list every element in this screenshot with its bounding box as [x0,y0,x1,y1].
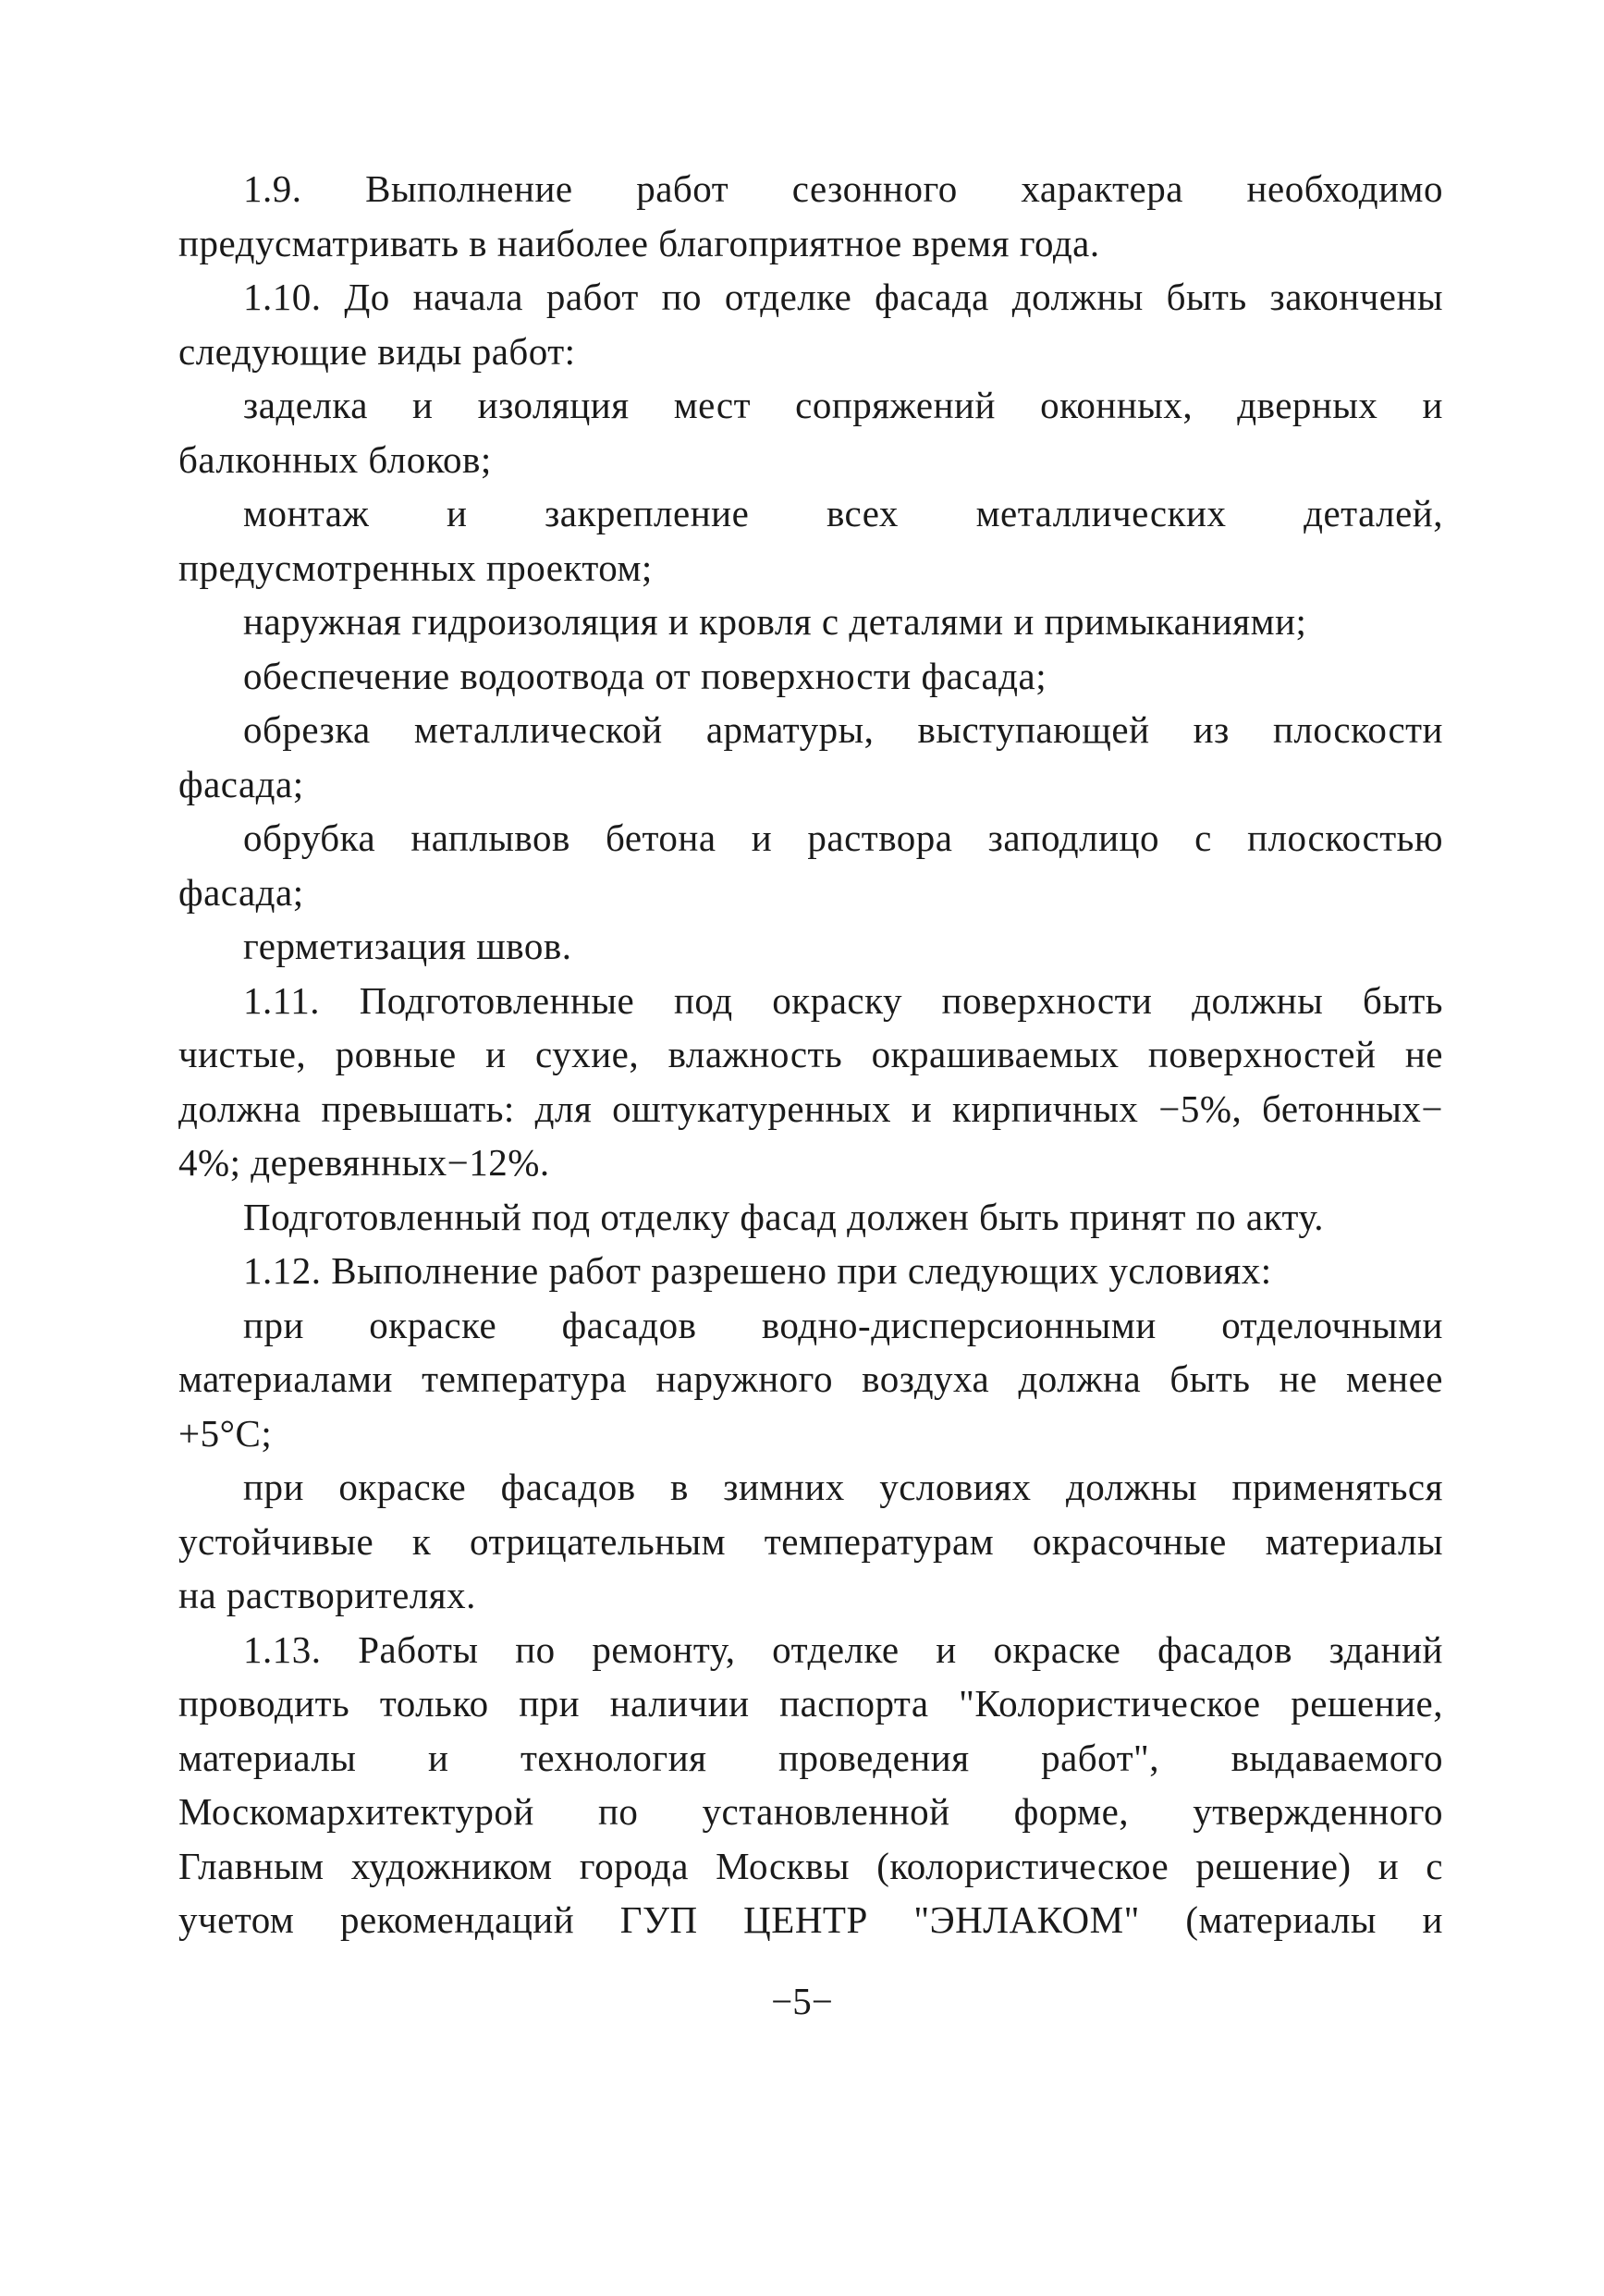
text-line: предусматривать в наиболее благоприятное время года. [178,221,1100,264]
text-line: при окраске фасадов водно-дисперсионными отделочными [243,1303,1443,1346]
text-line: наружная гидроизоляция и кровля с деталями и примыканиями; [243,600,1307,643]
text-line: на растворителях. [178,1574,476,1616]
text-line: проводить только при наличии паспорта "Колористическое решение, [178,1682,1443,1725]
text-line: обрезка металлической арматуры, выступающей из плоскости [243,708,1443,751]
text-line: обеспечение водоотвода от поверхности фасада; [243,654,1047,697]
text-line: монтаж и закрепление всех металлических деталей, [243,492,1443,534]
text-line: фасада; [178,762,304,805]
text-line: герметизация швов. [243,925,572,967]
text-line: Москомархитектурой по установленной форме, утвержденного [178,1790,1443,1833]
text-line: при окраске фасадов в зимних условиях должны применяться [243,1466,1443,1508]
document-body [178,162,1443,1947]
text-line: должна превышать: для оштукатуренных и кирпичных −5%, бетонных− [178,1087,1443,1130]
text-line: заделка и изоляция мест сопряжений оконных, дверных и [243,384,1443,426]
text-line: 4%; деревянных−12%. [178,1141,550,1184]
text-line: следующие виды работ: [178,329,576,373]
text-line: устойчивые к отрицательным температурам окрасочные материалы [178,1519,1443,1563]
text-line: +5°С; [178,1411,273,1455]
text-line: 1.13. Работы по ремонту, отделке и окраске фасадов зданий [243,1627,1443,1671]
text-line: 1.9. Выполнение работ сезонного характера необходимо [243,167,1443,210]
page-number: −5− [771,1980,833,2022]
text-line: материалы и технология проведения работ", выдаваемого [178,1736,1443,1779]
text-line: материалами температура наружного воздуха должна быть не менее [178,1357,1443,1400]
text-line: 1.11. Подготовленные под окраску поверхности должны быть [243,978,1443,1022]
text-line: фасада; [178,870,304,914]
text-line: 1.12. Выполнение работ разрешено при следующих условиях: [243,1249,1272,1292]
text-line: предусмотренных проектом; [178,546,653,589]
text-line: Подготовленный под отделку фасад должен быть принят по акту. [243,1195,1324,1238]
text-line: Главным художником города Москвы (колористическое решение) и с [178,1844,1443,1887]
text-line: 1.10. До начала работ по отделке фасада должны быть закончены [243,276,1443,318]
text-line: чистые, ровные и сухие, влажность окрашиваемых поверхностей не [178,1033,1443,1075]
text-line: балконных блоков; [178,437,492,481]
text-line: учетом рекомендаций ГУП ЦЕНТР "ЭНЛАКОМ" (материалы и [178,1898,1443,1941]
text-line: обрубка наплывов бетона и раствора заподлицо с плоскостью [243,816,1443,859]
